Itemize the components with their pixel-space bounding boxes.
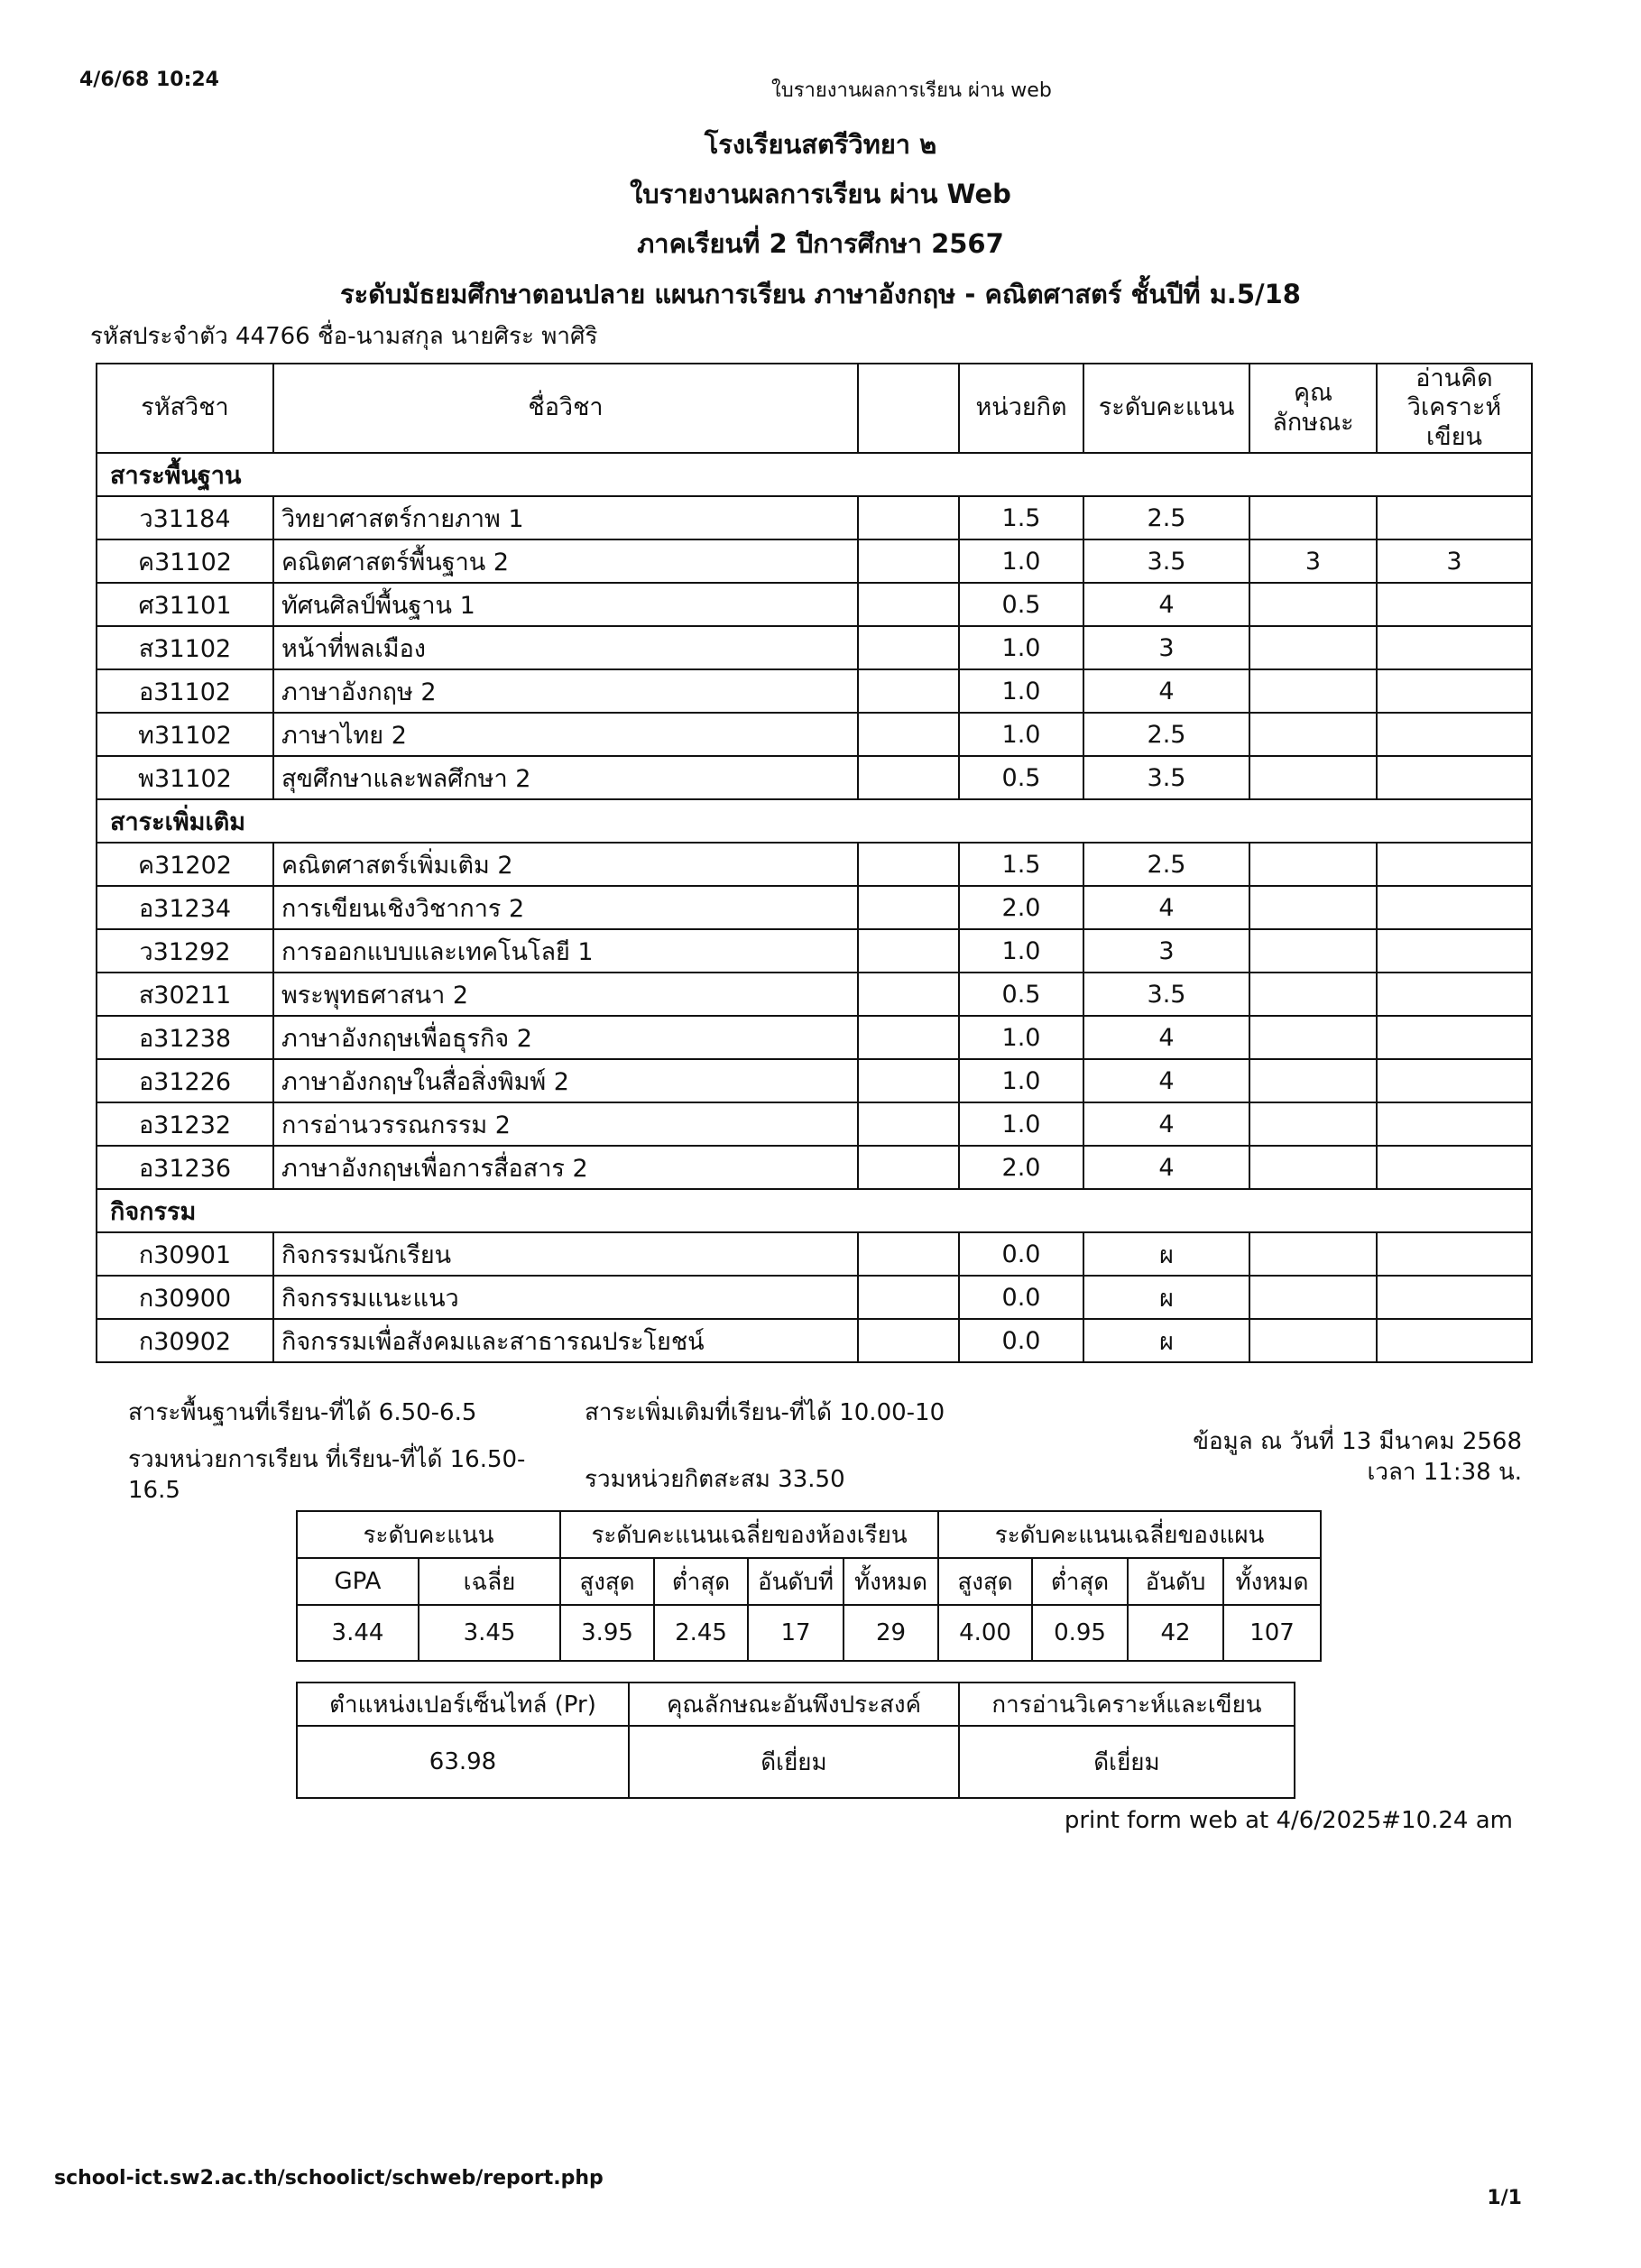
subject-name: ภาษาอังกฤษเพื่อการสื่อสาร 2: [273, 1146, 858, 1189]
subject-grade: 4: [1083, 669, 1249, 713]
subject-row: [97, 1146, 1532, 1189]
subject-credit: 1.0: [959, 929, 1083, 973]
subject-grade: 4: [1083, 1102, 1249, 1146]
subject-code: ค31202: [97, 843, 273, 886]
header-char-line2: ลักษณะ: [1272, 408, 1354, 437]
program-title: ระดับมัธยมศึกษาตอนปลาย แผนการเรียน ภาษาอังกฤษ - คณิตศาสตร์ ชั้นปีที่ ม.5/18: [340, 279, 1301, 309]
subject-name: คณิตศาสตร์เพิ่มเติม 2: [273, 843, 858, 886]
subject-row: [97, 1319, 1532, 1362]
subject-row: [97, 756, 1532, 799]
subject-row: [97, 496, 1532, 539]
student-info: รหัสประจำตัว 44766 ชื่อ-นามสกุล นายศิระ พาศิริ: [90, 323, 598, 350]
subject-grade: 3: [1083, 626, 1249, 669]
stats-subheader: อันดับ: [1128, 1558, 1223, 1605]
subject-code: อ31236: [97, 1146, 273, 1189]
subject-group-row: [97, 453, 1532, 496]
header-characteristics: [1249, 364, 1377, 453]
subject-credit: 1.0: [959, 1016, 1083, 1059]
subject-code: ค31102: [97, 539, 273, 583]
subject-name: ภาษาอังกฤษในสื่อสิ่งพิมพ์ 2: [273, 1059, 858, 1102]
subject-reading: [1377, 1102, 1532, 1146]
subject-row: [97, 1232, 1532, 1276]
subject-name: การอ่านวรรณกรรม 2: [273, 1102, 858, 1146]
stats-subheader: สูงสุด: [560, 1558, 654, 1605]
data-timestamp: [1193, 1427, 1522, 1489]
subject-row: [97, 1059, 1532, 1102]
print-form-note: print form web at 4/6/2025#10.24 am: [1064, 1807, 1513, 1834]
blank-cell: [858, 1102, 959, 1146]
blank-cell: [858, 886, 959, 929]
subject-row: [97, 669, 1532, 713]
stats-value-plan-rank: 42: [1128, 1605, 1223, 1661]
subject-credit: 1.0: [959, 713, 1083, 756]
subject-characteristics: [1249, 756, 1377, 799]
stats-value-plan-min: 0.95: [1032, 1605, 1128, 1661]
subject-name: คณิตศาสตร์พื้นฐาน 2: [273, 539, 858, 583]
subject-name: การออกแบบและเทคโนโลยี 1: [273, 929, 858, 973]
subject-row: [97, 1276, 1532, 1319]
accumulated-credits: รวมหน่วยกิตสะสม 33.50: [585, 1466, 845, 1493]
subject-code: อ31238: [97, 1016, 273, 1059]
subject-grade: ผ: [1083, 1319, 1249, 1362]
subject-credit: 1.0: [959, 1102, 1083, 1146]
subject-characteristics: [1249, 669, 1377, 713]
blank-cell: [858, 1276, 959, 1319]
subject-characteristics: [1249, 1319, 1377, 1362]
subject-reading: [1377, 1276, 1532, 1319]
subject-grade: 2.5: [1083, 496, 1249, 539]
blank-cell: [858, 929, 959, 973]
stats-value-plan-total: 107: [1223, 1605, 1321, 1661]
subject-characteristics: [1249, 496, 1377, 539]
stats-group-header-row: [297, 1511, 1321, 1558]
page-number: 1/1: [1487, 2187, 1522, 2209]
subject-reading: [1377, 1146, 1532, 1189]
percentile-header: ตำแหน่งเปอร์เซ็นไทล์ (Pr): [297, 1683, 629, 1726]
subject-name: กิจกรรมแนะแนว: [273, 1276, 858, 1319]
subject-code: ศ31101: [97, 583, 273, 626]
subject-code: อ31232: [97, 1102, 273, 1146]
subject-code: อ31234: [97, 886, 273, 929]
subject-name: กิจกรรมเพื่อสังคมและสาธารณประโยชน์: [273, 1319, 858, 1362]
subject-credit: 0.5: [959, 583, 1083, 626]
subject-name: หน้าที่พลเมือง: [273, 626, 858, 669]
report-title: ใบรายงานผลการเรียน ผ่าน Web: [630, 179, 1011, 209]
subject-credit: 0.5: [959, 756, 1083, 799]
assessment-header-row: [297, 1683, 1295, 1726]
stats-value-plan-max: 4.00: [938, 1605, 1032, 1661]
characteristics-value: ดีเยี่ยม: [629, 1726, 959, 1798]
subject-credit: 1.0: [959, 626, 1083, 669]
subject-code: ก30900: [97, 1276, 273, 1319]
subject-name: การเขียนเชิงวิชาการ 2: [273, 886, 858, 929]
subject-group-row: [97, 799, 1532, 843]
blank-cell: [858, 669, 959, 713]
stats-table: [296, 1510, 1322, 1662]
subject-code: ว31184: [97, 496, 273, 539]
subject-code: ก30902: [97, 1319, 273, 1362]
subject-credit: 1.5: [959, 496, 1083, 539]
blank-cell: [858, 1146, 959, 1189]
subject-code: ส30211: [97, 973, 273, 1016]
blank-cell: [858, 1059, 959, 1102]
subject-code: ส31102: [97, 626, 273, 669]
subject-characteristics: [1249, 843, 1377, 886]
subject-reading: [1377, 756, 1532, 799]
stats-subheader: GPA: [297, 1558, 419, 1605]
subject-group-title: สาระพื้นฐาน: [97, 453, 1532, 496]
subject-name: พระพุทธศาสนา 2: [273, 973, 858, 1016]
grades-table: [96, 363, 1533, 1363]
subject-code: ว31292: [97, 929, 273, 973]
data-time: เวลา 11:38 น.: [1367, 1458, 1522, 1486]
subject-credit: 2.0: [959, 886, 1083, 929]
subject-name: สุขศึกษาและพลศึกษา 2: [273, 756, 858, 799]
subject-code: อ31226: [97, 1059, 273, 1102]
stats-subheader: ทั้งหมด: [844, 1558, 938, 1605]
stats-subheader: เฉลี่ย: [419, 1558, 560, 1605]
subject-code: พ31102: [97, 756, 273, 799]
stats-value-row: [297, 1605, 1321, 1661]
subject-credit: 0.0: [959, 1232, 1083, 1276]
blank-cell: [858, 713, 959, 756]
subject-row: [97, 539, 1532, 583]
data-date: ข้อมูล ณ วันที่ 13 มีนาคม 2568: [1193, 1428, 1522, 1455]
stats-value-gpa: 3.44: [297, 1605, 419, 1661]
blank-cell: [858, 539, 959, 583]
print-header-title: ใบรายงานผลการเรียน ผ่าน web: [771, 79, 1052, 102]
subject-grade: 4: [1083, 1059, 1249, 1102]
subject-reading: [1377, 713, 1532, 756]
subject-row: [97, 713, 1532, 756]
subject-grade: 4: [1083, 1016, 1249, 1059]
header-blank: [858, 364, 959, 453]
subject-grade: 2.5: [1083, 713, 1249, 756]
subject-characteristics: [1249, 1016, 1377, 1059]
subject-reading: [1377, 843, 1532, 886]
subject-group-title: กิจกรรม: [97, 1189, 1532, 1232]
stats-subheader-row: [297, 1558, 1321, 1605]
subject-grade: 3.5: [1083, 973, 1249, 1016]
subject-grade: 3.5: [1083, 539, 1249, 583]
grades-header-row: [97, 364, 1532, 453]
subject-group-row: [97, 1189, 1532, 1232]
stats-value-class-max: 3.95: [560, 1605, 654, 1661]
blank-cell: [858, 583, 959, 626]
stats-subheader: ต่ำสุด: [654, 1558, 748, 1605]
stats-value-class-total: 29: [844, 1605, 938, 1661]
blank-cell: [858, 496, 959, 539]
subject-credit: 0.0: [959, 1319, 1083, 1362]
subject-grade: 4: [1083, 583, 1249, 626]
subject-characteristics: 3: [1249, 539, 1377, 583]
subject-row: [97, 626, 1532, 669]
reading-value: ดีเยี่ยม: [959, 1726, 1295, 1798]
stats-group-class: ระดับคะแนนเฉลี่ยของห้องเรียน: [560, 1511, 938, 1558]
stats-value-class-rank: 17: [748, 1605, 844, 1661]
blank-cell: [858, 1319, 959, 1362]
stats-subheader: ทั้งหมด: [1223, 1558, 1321, 1605]
subject-credit: 1.0: [959, 669, 1083, 713]
subject-characteristics: [1249, 1059, 1377, 1102]
stats-value-class-min: 2.45: [654, 1605, 748, 1661]
total-credits: รวมหน่วยการเรียน ที่เรียน-ที่ได้ 16.50-16.5: [128, 1446, 526, 1504]
subject-credit: 1.0: [959, 1059, 1083, 1102]
stats-subheader: สูงสุด: [938, 1558, 1032, 1605]
subject-characteristics: [1249, 626, 1377, 669]
subject-reading: [1377, 929, 1532, 973]
subject-characteristics: [1249, 886, 1377, 929]
subject-reading: [1377, 1319, 1532, 1362]
term-title: ภาคเรียนที่ 2 ปีการศึกษา 2567: [637, 228, 1004, 259]
subject-code: อ31102: [97, 669, 273, 713]
stats-value-average: 3.45: [419, 1605, 560, 1661]
blank-cell: [858, 1232, 959, 1276]
subject-grade: ผ: [1083, 1276, 1249, 1319]
subject-reading: [1377, 1059, 1532, 1102]
subject-grade: 4: [1083, 886, 1249, 929]
subject-characteristics: [1249, 1102, 1377, 1146]
subject-name: วิทยาศาสตร์กายภาพ 1: [273, 496, 858, 539]
header-grade: ระดับคะแนน: [1083, 364, 1249, 453]
subject-code: ท31102: [97, 713, 273, 756]
header-credit: หน่วยกิต: [959, 364, 1083, 453]
subject-reading: [1377, 1232, 1532, 1276]
blank-cell: [858, 626, 959, 669]
header-code: รหัสวิชา: [97, 364, 273, 453]
subject-code: ก30901: [97, 1232, 273, 1276]
subject-credit: 1.5: [959, 843, 1083, 886]
header-read-line1: อ่านคิด: [1415, 364, 1493, 392]
subject-reading: [1377, 626, 1532, 669]
header-name: ชื่อวิชา: [273, 364, 858, 453]
stats-group-plan: ระดับคะแนนเฉลี่ยของแผน: [938, 1511, 1321, 1558]
subject-reading: [1377, 1016, 1532, 1059]
blank-cell: [858, 756, 959, 799]
stats-subheader: ต่ำสุด: [1032, 1558, 1128, 1605]
header-read-line2: วิเคราะห์เขียน: [1406, 393, 1502, 451]
subject-row: [97, 973, 1532, 1016]
header-char-line1: คุณ: [1293, 379, 1333, 408]
subject-reading: [1377, 669, 1532, 713]
subject-name: ภาษาอังกฤษ 2: [273, 669, 858, 713]
blank-cell: [858, 1016, 959, 1059]
subject-row: [97, 583, 1532, 626]
assessment-value-row: [297, 1726, 1295, 1798]
subject-reading: 3: [1377, 539, 1532, 583]
blank-cell: [858, 843, 959, 886]
subject-credit: 2.0: [959, 1146, 1083, 1189]
subject-reading: [1377, 973, 1532, 1016]
subject-name: ภาษาไทย 2: [273, 713, 858, 756]
percentile-value: 63.98: [297, 1726, 629, 1798]
subject-row: [97, 1016, 1532, 1059]
subject-name: ทัศนศิลป์พื้นฐาน 1: [273, 583, 858, 626]
school-name: โรงเรียนสตรีวิทยา ๒: [704, 129, 937, 160]
subject-characteristics: [1249, 929, 1377, 973]
subject-characteristics: [1249, 973, 1377, 1016]
subject-credit: 1.0: [959, 539, 1083, 583]
blank-cell: [858, 973, 959, 1016]
additional-credits: สาระเพิ่มเติมที่เรียน-ที่ได้ 10.00-10: [585, 1399, 945, 1426]
subject-characteristics: [1249, 1232, 1377, 1276]
characteristics-header: คุณลักษณะอันพึงประสงค์: [629, 1683, 959, 1726]
subject-grade: 4: [1083, 1146, 1249, 1189]
subject-name: ภาษาอังกฤษเพื่อธุรกิจ 2: [273, 1016, 858, 1059]
subject-grade: 3.5: [1083, 756, 1249, 799]
assessment-table: [296, 1682, 1295, 1799]
subject-grade: 2.5: [1083, 843, 1249, 886]
subject-row: [97, 843, 1532, 886]
stats-group-grade: ระดับคะแนน: [297, 1511, 560, 1558]
subject-characteristics: [1249, 1276, 1377, 1319]
subject-characteristics: [1249, 583, 1377, 626]
subject-grade: 3: [1083, 929, 1249, 973]
subject-group-title: สาระเพิ่มเติม: [97, 799, 1532, 843]
subject-grade: ผ: [1083, 1232, 1249, 1276]
subject-row: [97, 1102, 1532, 1146]
reading-header: การอ่านวิเคราะห์และเขียน: [959, 1683, 1295, 1726]
stats-subheader: อันดับที่: [748, 1558, 844, 1605]
subject-credit: 0.5: [959, 973, 1083, 1016]
subject-reading: [1377, 496, 1532, 539]
subject-row: [97, 886, 1532, 929]
subject-name: กิจกรรมนักเรียน: [273, 1232, 858, 1276]
subject-credit: 0.0: [959, 1276, 1083, 1319]
subject-reading: [1377, 886, 1532, 929]
subject-reading: [1377, 583, 1532, 626]
subject-characteristics: [1249, 1146, 1377, 1189]
header-reading: [1377, 364, 1532, 453]
page-url: school-ict.sw2.ac.th/schoolict/schweb/report.php: [54, 2167, 604, 2190]
basic-credits: สาระพื้นฐานที่เรียน-ที่ได้ 6.50-6.5: [128, 1399, 477, 1426]
print-datetime: 4/6/68 10:24: [79, 69, 219, 91]
subject-characteristics: [1249, 713, 1377, 756]
subject-row: [97, 929, 1532, 973]
